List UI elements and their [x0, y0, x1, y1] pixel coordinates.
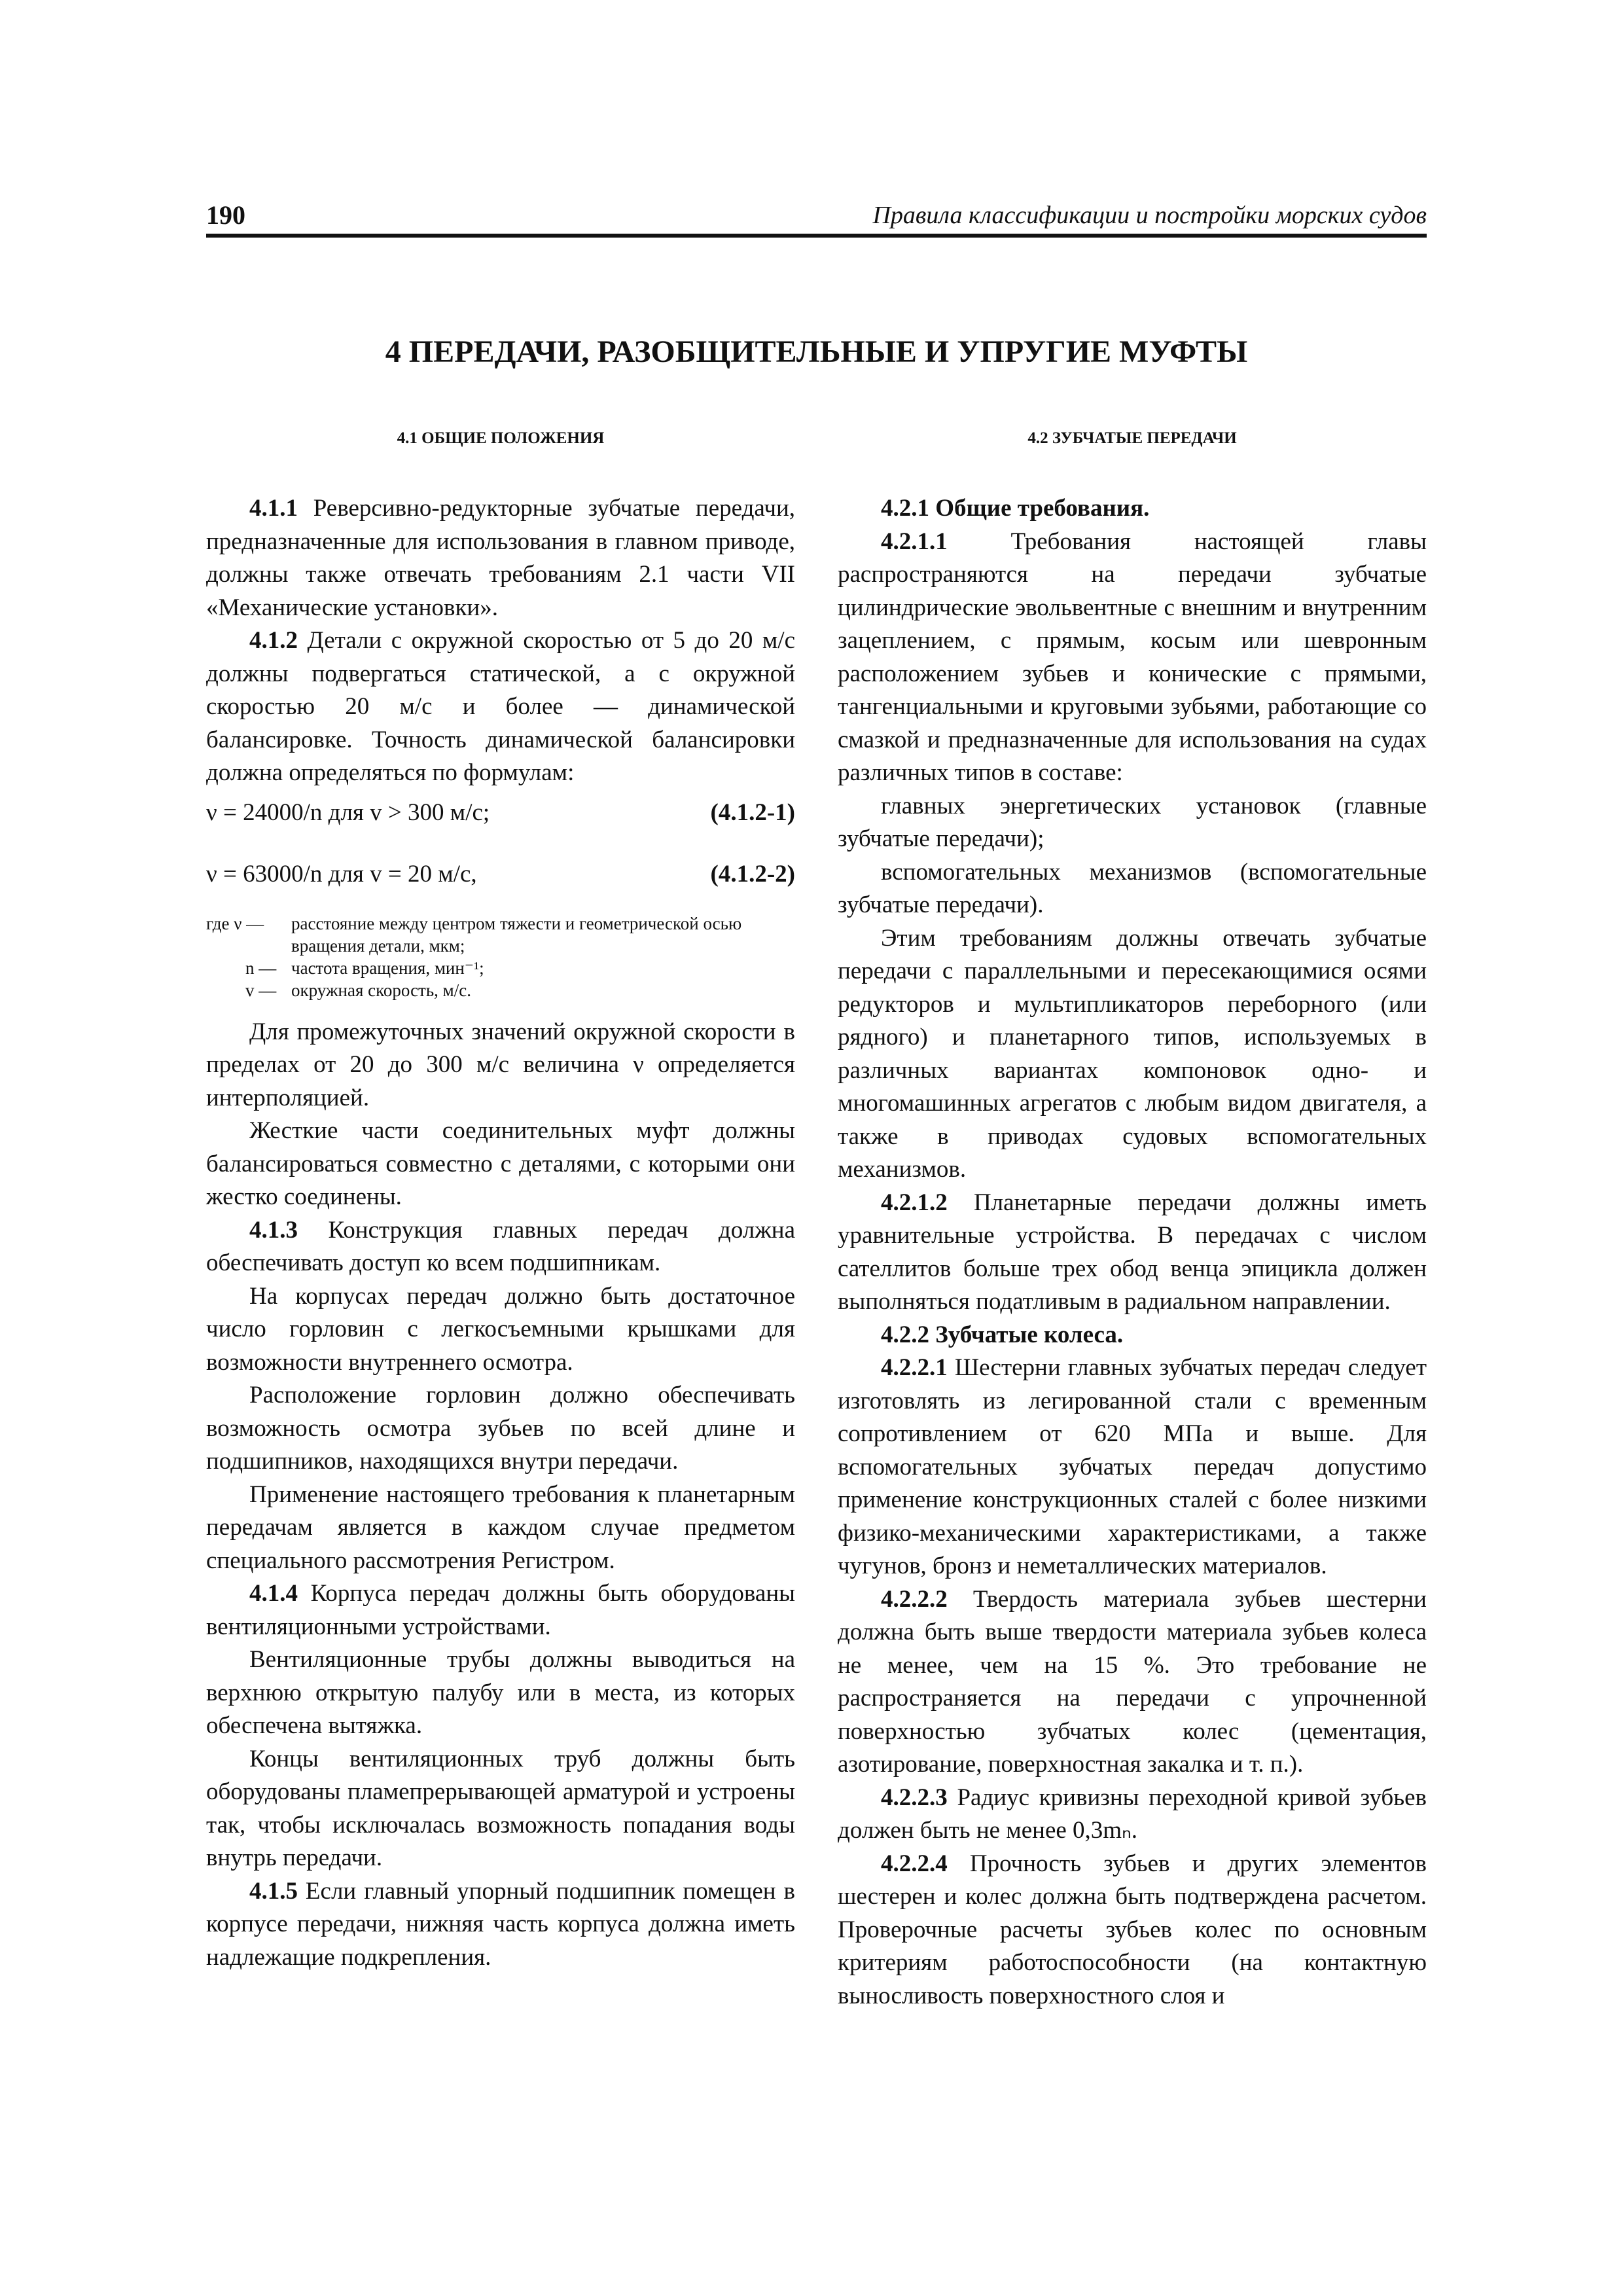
clause-text: Реверсивно-редукторные зубчатые передачи, предназначенные для использования в главном приводе, должны также отвечать требованиям 2.1 части VII «Механические установки». — [206, 495, 795, 621]
clause-text: Детали с окружной скоростью от 5 до 20 м/с должны подвергаться статической, а с окружной скоростью 20 м/с и более — динамической балансировке. Точность динамической балансировки должна определяться по формулам: — [206, 627, 795, 786]
clause-text: Если главный упорный подшипник помещен в корпусе передачи, нижняя часть корпуса должна иметь надлежащие подкрепления. — [206, 1877, 795, 1971]
clause-text: Требования настоящей главы распространяются на передачи зубчатые цилиндрические эвольвентные с внешним и внутренним зацеплением, с прямым, косым или шевронным расположением зубьев и конические с прямыми, тангенциальными и круговыми зубьями, работающие со смазкой и предназначенные для использования на судах различных типов в составе: — [838, 528, 1427, 786]
formula-expression: ν = 24000/n для v > 300 м/с; — [206, 798, 490, 826]
clause-number: 4.1.1 — [249, 495, 298, 522]
clause-text: Шестерни главных зубчатых передач следует изготовлять из легированной стали с временным сопротивлением от 620 МПа и выше. Для вспомогательных зубчатых передач допустимо применение конструкционных сталей с более низкими физико-механическими характеристиками, а также чугунов, бронз и неметаллических материалов. — [838, 1354, 1427, 1579]
clause-text: Радиус кривизны переходной кривой зубьев должен быть не менее 0,3mₙ. — [838, 1784, 1427, 1844]
paragraph-4-2-1-2 — [838, 1187, 1427, 1319]
clause-number: 4.1.3 — [249, 1216, 298, 1244]
paragraph: На корпусах передач должно быть достаточное число горловин с легкосъемными крышками для возможности внутреннего осмотра. — [206, 1282, 795, 1376]
legend-symbol: n — — [245, 958, 277, 978]
clause-text: Планетарные передачи должны иметь уравнительные устройства. В передачах с числом сателлитов больше трех обод венца эпицикла должен выполняться податливым в радиальном направлении. — [838, 1189, 1427, 1315]
paragraph-4-1-2 — [206, 624, 795, 790]
clause-number: 4.2.2 — [881, 1321, 929, 1348]
clause-number: 4.1.4 — [249, 1580, 298, 1607]
clause-text: Корпуса передач должны быть оборудованы вентиляционными устройствами. — [206, 1580, 795, 1640]
formula-number: (4.1.2-2) — [710, 861, 795, 888]
formula-legend — [206, 912, 795, 1001]
clause-number: 4.2.2.3 — [881, 1784, 948, 1811]
paragraph: Концы вентиляционных труб должны быть оборудованы пламепрерывающей арматурой и устроены так, чтобы исключалась возможность попадания воды внутрь передачи. — [206, 1745, 795, 1871]
page-number: 190 — [206, 200, 245, 230]
paragraph-4-2-2-2 — [838, 1583, 1427, 1782]
clause-number: 4.2.1.1 — [881, 528, 948, 555]
paragraph-4-2-2-1 — [838, 1352, 1427, 1583]
paragraph: Жесткие части соединительных муфт должны балансироваться совместно с деталями, с которыми они жестко соединены. — [206, 1117, 795, 1210]
formula-number: (4.1.2-1) — [710, 798, 795, 826]
paragraph-4-2-2-4 — [838, 1848, 1427, 2013]
list-item: вспомогательных механизмов (вспомогательные зубчатые передачи). — [838, 858, 1427, 918]
formula-4-1-2-1 — [206, 797, 795, 830]
chapter-title: 4 ПЕРЕДАЧИ, РАЗОБЩИТЕЛЬНЫЕ И УПРУГИЕ МУФТЫ — [385, 334, 1248, 369]
legend-row — [206, 957, 795, 979]
left-column — [206, 425, 795, 1974]
clause-text: Твердость материала зубьев шестерни должна быть выше твердости материала зубьев колеса не менее, чем на 15 %. Это требование не распространяется на передачи с упрочненной поверхностью зубчатых колес (цементация, азотирование, поверхностная закалка и т. п.). — [838, 1585, 1427, 1778]
paragraph-4-1-5 — [206, 1875, 795, 1975]
paragraph-4-2-1-1 — [838, 526, 1427, 790]
legend-symbol: v — — [245, 980, 277, 1000]
clause-number: 4.2.2.2 — [881, 1585, 948, 1613]
legend-symbol: где ν — — [206, 913, 264, 933]
clause-text: Конструкция главных передач должна обеспечивать доступ ко всем подшипникам. — [206, 1216, 795, 1276]
legend-row — [206, 979, 795, 1001]
subsection-4-2-1 — [838, 492, 1427, 526]
formula-expression: ν = 63000/n для v = 20 м/с, — [206, 861, 477, 888]
paragraph: Расположение горловин должно обеспечивать возможность осмотра зубьев по всей длине и подшипников, находящихся внутри передачи. — [206, 1382, 795, 1475]
clause-text: Прочность зубьев и других элементов шестерен и колес должна быть подтверждена расчетом. Проверочные расчеты зубьев колес по основным критериям работоспособности (на контактную выносливость поверхностного слоя и — [838, 1850, 1427, 2009]
paragraph: Для промежуточных значений окружной скорости в пределах от 20 до 300 м/с величина ν определяется интерполяцией. — [206, 1018, 795, 1111]
clause-number: 4.2.2.4 — [881, 1850, 948, 1877]
paragraph: Вентиляционные трубы должны выводиться на верхнюю открытую палубу или в места, из которых обеспечена вытяжка. — [206, 1646, 795, 1739]
page-header — [206, 200, 1427, 238]
clause-number: 4.2.1.2 — [881, 1189, 948, 1216]
formula-4-1-2-2 — [206, 858, 795, 891]
legend-description: частота вращения, мин⁻¹; — [291, 958, 484, 978]
subsection-4-2-2 — [838, 1319, 1427, 1352]
paragraph: Применение настоящего требования к планетарным передачам является в каждом случае предметом специального рассмотрения Регистром. — [206, 1480, 795, 1574]
clause-number: 4.1.5 — [249, 1877, 298, 1905]
legend-description: расстояние между центром тяжести и геометрической осью вращения детали, мкм; — [291, 913, 742, 956]
paragraph: Этим требованиям должны отвечать зубчатые передачи с параллельными и пересекающимися осями редукторов и мультипликаторов переборного (или рядного) и планетарного типов, используемых в различных вариантах компоновок одно- и многомашинных агрегатов с любым видом двигателя, а также в приводах судовых вспомогательных механизмов. — [838, 924, 1427, 1183]
clause-number: 4.1.2 — [249, 627, 298, 654]
section-title-4-1: 4.1 ОБЩИЕ ПОЛОЖЕНИЯ — [397, 429, 605, 447]
list-item: главных энергетических установок (главные зубчатые передачи); — [838, 792, 1427, 852]
section-title-4-2: 4.2 ЗУБЧАТЫЕ ПЕРЕДАЧИ — [1027, 429, 1237, 447]
clause-number: 4.2.2.1 — [881, 1354, 948, 1381]
paragraph-4-2-2-3 — [838, 1782, 1427, 1848]
clause-number: 4.2.1 — [881, 495, 929, 522]
paragraph-4-1-3 — [206, 1214, 795, 1280]
legend-row — [206, 912, 795, 957]
running-title: Правила классификации и постройки морских судов — [872, 202, 1427, 229]
subsection-title: Зубчатые колеса. — [929, 1321, 1124, 1348]
paragraph-4-1-4 — [206, 1577, 795, 1643]
right-column — [838, 425, 1427, 2013]
legend-description: окружная скорость, м/с. — [291, 980, 471, 1000]
paragraph-4-1-1 — [206, 492, 795, 624]
subsection-title: Общие требования. — [929, 495, 1150, 522]
